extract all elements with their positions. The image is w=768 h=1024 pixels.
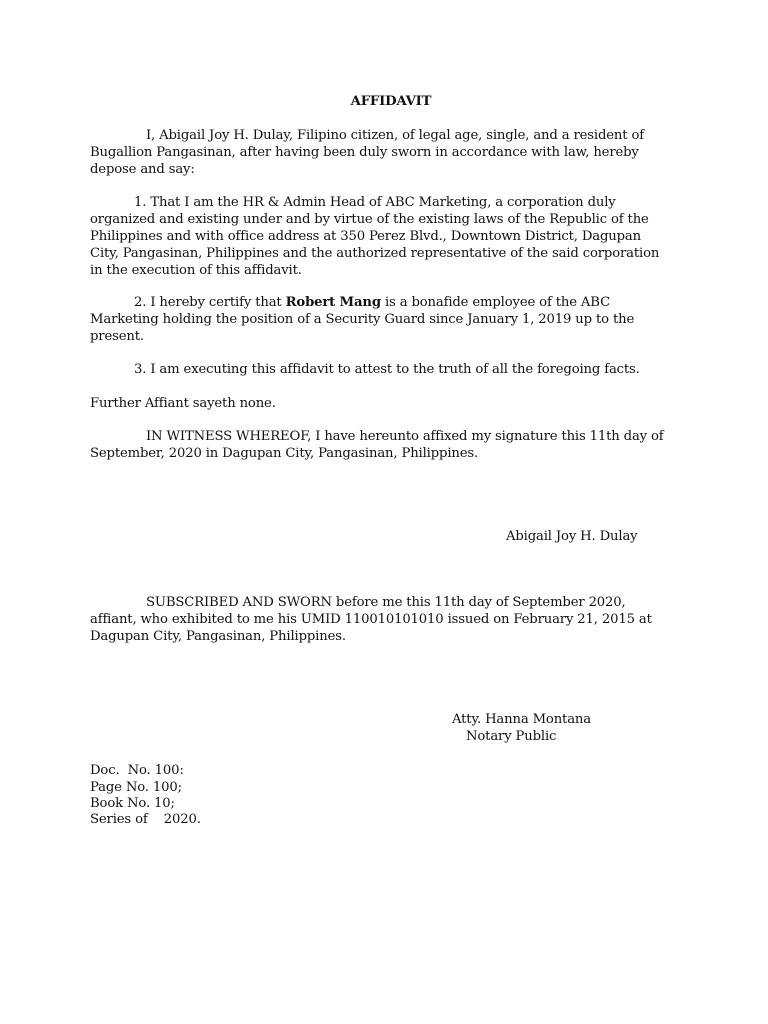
intro-paragraph: I, Abigail Joy H. Dulay, Filipino citizen, of legal age, single, and a resident of Bugallion Pangasinan, after having been duly sworn in accordance with law, hereby depose and say: xyxy=(90,128,644,177)
affiant-signature-name: Abigail Joy H. Dulay xyxy=(506,529,638,544)
item-2-paragraph xyxy=(90,294,670,345)
book-number: Book No. 10; xyxy=(90,796,175,811)
doc-number: Doc. No. 100: xyxy=(90,763,184,778)
item-1-paragraph: 1. That I am the HR & Admin Head of ABC Marketing, a corporation duly organized and existing under and by virtue of the existing laws of the Republic of the Philippines and with office address at 350 Perez Blvd., Downtown District, Dagupan City, Pangasinan, Philippines and the authorized representative of the said corporation in the execution of this affidavit. xyxy=(90,195,660,278)
witness-paragraph: IN WITNESS WHEREOF, I have hereunto affixed my signature this 11th day of September, 2020 in Dagupan City, Pangasinan, Philippines. xyxy=(90,429,664,461)
employee-name: Robert Mang xyxy=(285,295,381,310)
item-2-suffix: is a bonafide employee of the ABC Marketing holding the position of a Security Guard since January 1, 2019 up to the present. xyxy=(90,295,635,344)
title-text: AFFIDAVIT xyxy=(350,94,432,109)
series-year: Series of 2020. xyxy=(90,812,201,827)
page-number: Page No. 100; xyxy=(90,780,182,795)
notary-name: Atty. Hanna Montana xyxy=(452,712,591,727)
document-title xyxy=(0,93,768,110)
subscribed-paragraph: SUBSCRIBED AND SWORN before me this 11th day of September 2020, affiant, who exhibited to me his UMID 110010101010 issued on February 21, 2015 at Dagupan City, Pangasinan, Philippines. xyxy=(90,595,652,644)
item-2-prefix: 2. I hereby certify that xyxy=(134,295,286,310)
further-affiant-line: Further Affiant sayeth none. xyxy=(90,396,276,411)
item-3-paragraph: 3. I am executing this affidavit to attest to the truth of all the foregoing facts. xyxy=(134,362,640,377)
notary-title: Notary Public xyxy=(466,729,557,744)
